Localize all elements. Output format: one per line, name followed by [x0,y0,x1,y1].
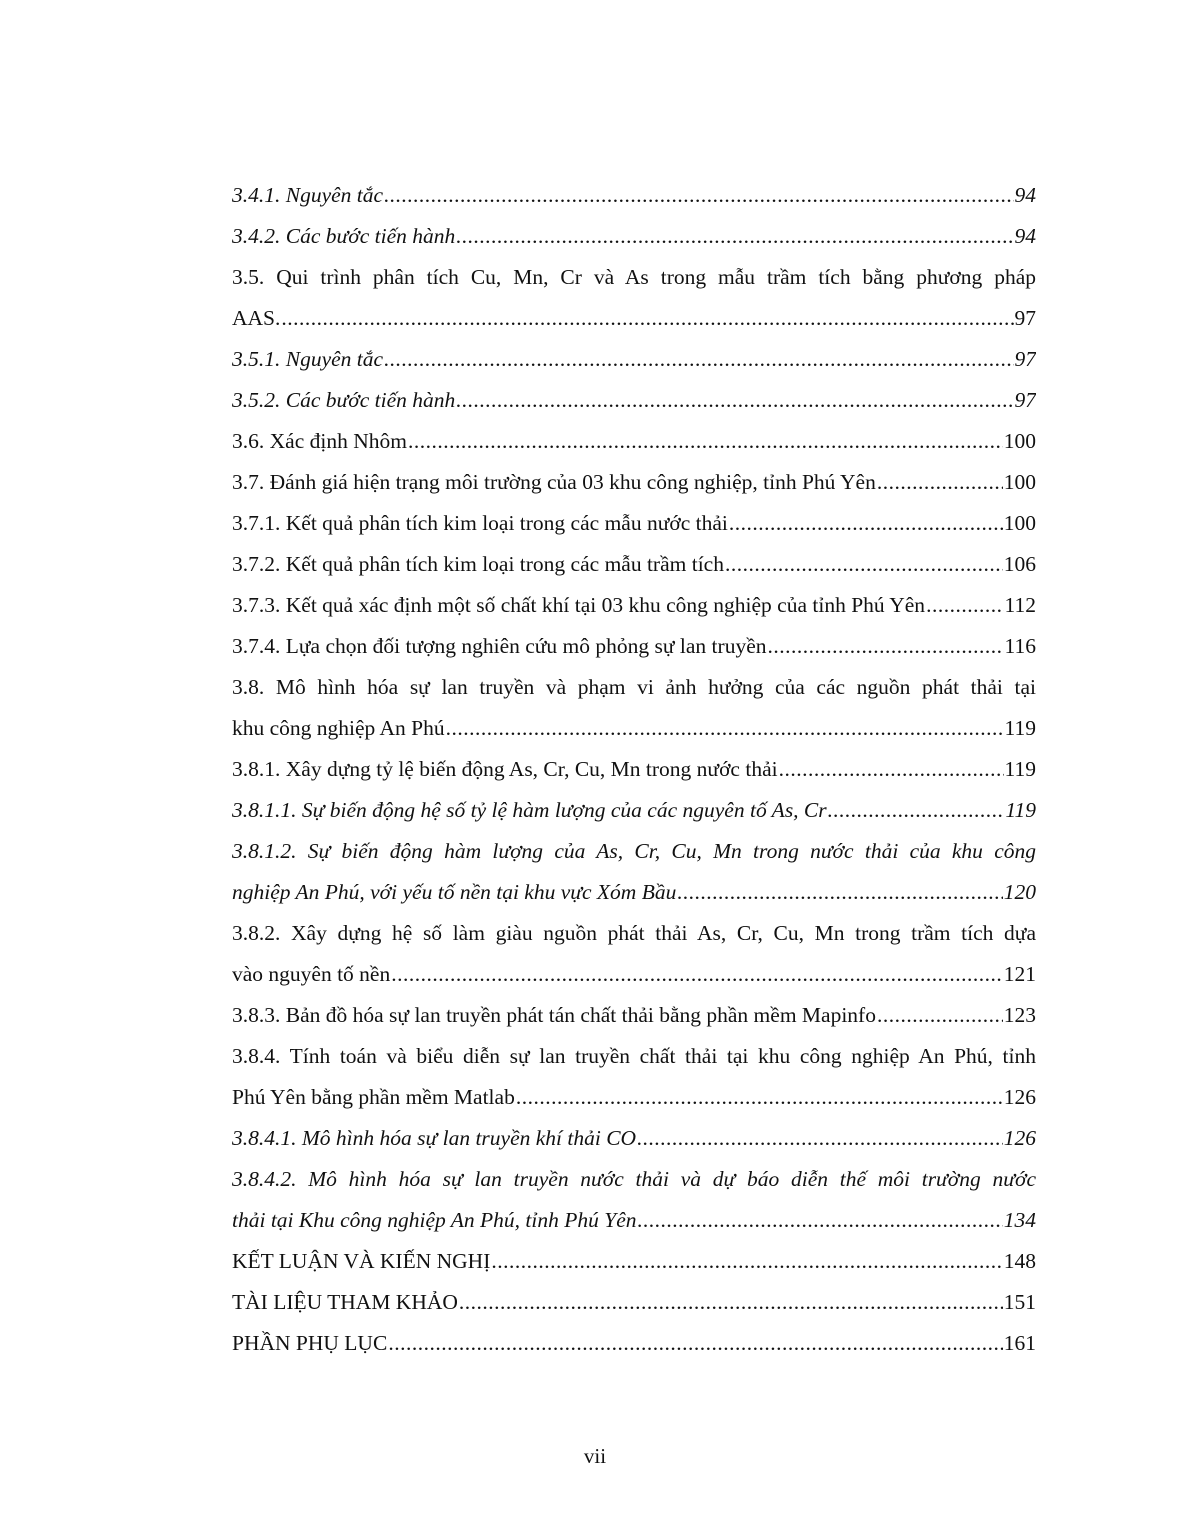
dot-leader [384,339,1013,380]
toc-entry-3-4-2[interactable] [232,216,1036,257]
dot-leader [491,1241,1002,1282]
toc-entry-page: 97 [1014,347,1036,371]
toc-entry-title-line1: 3.8.4. Tính toán và biểu diễn sự lan truyền chất thải tại khu công nghiệp An Phú, tỉnh [232,1044,1036,1068]
toc-entry-title: TÀI LIỆU THAM KHẢO [232,1290,458,1314]
toc-entry-title-line1: 3.8. Mô hình hóa sự lan truyền và phạm vi ảnh hưởng của các nguồn phát thải tại [232,675,1036,699]
toc-entry-3-8-4-1[interactable] [232,1118,1036,1159]
toc-entry-page: 112 [1004,593,1036,617]
toc-entry-3-8-1[interactable] [232,749,1036,790]
dot-leader [638,1200,1003,1241]
toc-entry-title: 3.8.3. Bản đồ hóa sự lan truyền phát tán chất thải bằng phần mềm Mapinfo [232,1003,876,1027]
dot-leader [828,790,1005,831]
toc-entry-page: 123 [1003,1003,1036,1027]
toc-entry-tai-lieu[interactable] [232,1282,1036,1323]
dot-leader [456,216,1013,257]
toc-entry-title: AAS. [232,306,281,330]
toc-entry-page: 119 [1004,716,1036,740]
toc-entry-page: 100 [1003,470,1036,494]
toc-entry-page: 116 [1004,634,1036,658]
dot-leader [768,626,1004,667]
toc-entry-page: 148 [1003,1249,1036,1273]
toc-entry-3-5-2[interactable] [232,380,1036,421]
toc-entry-3-7-1[interactable] [232,503,1036,544]
toc-entry-title: 3.8.1. Xây dựng tỷ lệ biến động As, Cr, Cu, Mn trong nước thải [232,757,778,781]
toc-entry-title: 3.5.2. Các bước tiến hành [232,388,456,412]
toc-entry-3-5[interactable] [232,257,1036,339]
toc-entry-page: 134 [1003,1208,1036,1232]
dot-leader [446,708,1004,749]
toc-entry-title-line1: 3.8.2. Xây dựng hệ số làm giàu nguồn phát thải As, Cr, Cu, Mn trong trầm tích dựa [232,921,1036,945]
dot-leader [725,544,1003,585]
toc-entry-3-8-1-1[interactable] [232,790,1036,831]
toc-entry-3-8[interactable] [232,667,1036,749]
toc-entry-page: 161 [1003,1331,1036,1355]
toc-entry-3-7[interactable] [232,462,1036,503]
toc-entry-title: PHẦN PHỤ LỤC [232,1331,388,1355]
dot-leader [391,954,1003,995]
dot-leader [516,1077,1003,1118]
toc-entry-title: 3.6. Xác định Nhôm [232,429,407,453]
toc-entry-3-7-3[interactable] [232,585,1036,626]
toc-entry-title-line1: 3.8.4.2. Mô hình hóa sự lan truyền nước thải và dự báo diễn thế môi trường nước [232,1167,1036,1191]
toc-entry-3-7-2[interactable] [232,544,1036,585]
toc-entry-title: thải tại Khu công nghiệp An Phú, tỉnh Phú Yên [232,1208,637,1232]
dot-leader [456,380,1013,421]
toc-entry-page: 97 [1014,388,1036,412]
toc-entry-3-7-4[interactable] [232,626,1036,667]
dot-leader [926,585,1003,626]
toc-entry-title: 3.7.1. Kết quả phân tích kim loại trong các mẫu nước thải [232,511,728,535]
dot-leader [408,421,1003,462]
toc-entry-title-line1: 3.5. Qui trình phân tích Cu, Mn, Cr và As trong mẫu trầm tích bằng phương pháp [232,265,1036,289]
toc-entry-title: 3.5.1. Nguyên tắc [232,347,384,371]
toc-entry-page: 94 [1014,183,1036,207]
toc-entry-title: 3.4.2. Các bước tiến hành [232,224,456,248]
toc-entry-title: 3.8.1.1. Sự biến động hệ số tỷ lệ hàm lượng của các nguyên tố As, Cr [232,798,827,822]
toc-entry-title: Phú Yên bằng phần mềm Matlab [232,1085,515,1109]
dot-leader [779,749,1004,790]
dot-leader [877,995,1003,1036]
toc-entry-page: 100 [1003,429,1036,453]
toc-entry-3-8-2[interactable] [232,913,1036,995]
table-of-contents [232,175,1036,1364]
toc-entry-page: 151 [1003,1290,1036,1314]
toc-entry-page: 97 [1014,306,1036,330]
toc-entry-page: 126 [1003,1085,1036,1109]
toc-entry-page: 100 [1003,511,1036,535]
toc-entry-title: khu công nghiệp An Phú [232,716,445,740]
toc-entry-title: 3.7.4. Lựa chọn đối tượng nghiên cứu mô phỏng sự lan truyền [232,634,767,658]
dot-leader [459,1282,1003,1323]
toc-entry-title-line1: 3.8.1.2. Sự biến động hàm lượng của As, Cr, Cu, Mn trong nước thải của khu công [232,839,1036,863]
page-number: vii [583,1444,607,1468]
toc-entry-title: 3.4.1. Nguyên tắc [232,183,384,207]
toc-entry-title: 3.7. Đánh giá hiện trạng môi trường của 03 khu công nghiệp, tỉnh Phú Yên [232,470,876,494]
toc-entry-phu-luc[interactable] [232,1323,1036,1364]
dot-leader [388,1323,1002,1364]
toc-entry-page: 121 [1003,962,1036,986]
toc-entry-page: 126 [1003,1126,1036,1150]
dot-leader [677,872,1002,913]
dot-leader [877,462,1003,503]
dot-leader [729,503,1003,544]
dot-leader [281,298,1013,339]
toc-entry-title: nghiệp An Phú, với yếu tố nền tại khu vực Xóm Bầu [232,880,677,904]
toc-entry-page: 94 [1014,224,1036,248]
toc-entry-title: 3.7.2. Kết quả phân tích kim loại trong các mẫu trầm tích [232,552,724,576]
toc-entry-3-8-4[interactable] [232,1036,1036,1118]
toc-entry-title: 3.8.4.1. Mô hình hóa sự lan truyền khí thải CO [232,1126,637,1150]
toc-entry-page: 120 [1003,880,1036,904]
toc-entry-3-6[interactable] [232,421,1036,462]
toc-entry-page: 106 [1003,552,1036,576]
toc-entry-page: 119 [1004,757,1036,781]
toc-entry-3-8-1-2[interactable] [232,831,1036,913]
toc-entry-3-4-1[interactable] [232,175,1036,216]
toc-entry-title: 3.7.3. Kết quả xác định một số chất khí tại 03 khu công nghiệp của tỉnh Phú Yên [232,593,926,617]
toc-entry-3-5-1[interactable] [232,339,1036,380]
toc-entry-3-8-4-2[interactable] [232,1159,1036,1241]
toc-entry-3-8-3[interactable] [232,995,1036,1036]
toc-entry-page: 119 [1005,798,1036,822]
dot-leader [637,1118,1003,1159]
toc-entry-title: vào nguyên tố nền [232,962,391,986]
toc-entry-ket-luan[interactable] [232,1241,1036,1282]
toc-entry-title: KẾT LUẬN VÀ KIẾN NGHỊ [232,1249,491,1273]
dot-leader [384,175,1013,216]
